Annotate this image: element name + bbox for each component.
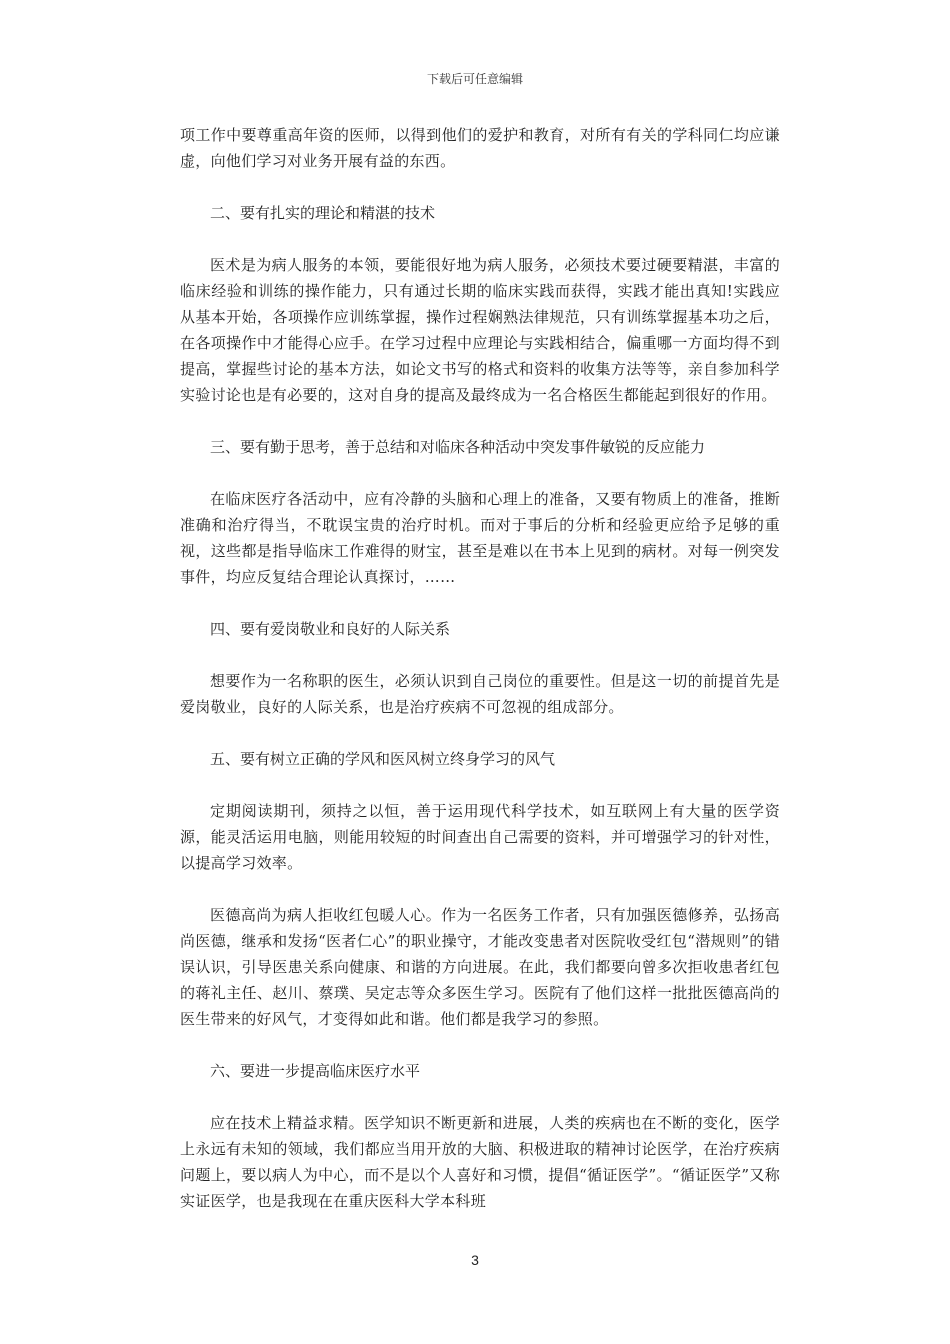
section-heading-6: 六、要进一步提高临床医疗水平: [210, 1062, 421, 1080]
section-heading-4: 四、要有爱岗敬业和良好的人际关系: [210, 620, 451, 638]
paragraph-continuation: 项工作中要尊重高年资的医师，以得到他们的爱护和教育，对所有有关的学科同仁均应谦虚，向他们学习对业务开展有益的东西。: [180, 126, 780, 170]
page-number: 3: [471, 1252, 479, 1268]
section-heading-5: 五、要有树立正确的学风和医风树立终身学习的风气: [210, 750, 556, 768]
paragraph-clinical-level: 应在技术上精益求精。医学知识不断更新和进展，人类的疾病也在不断的变化，医学上永远有未知的领域，我们都应当用开放的大脑、积极进取的精神讨论医学，在治疗疾病问题上，要以病人为中心，而不是以个人喜好和习惯，提倡“循证医学”。“循证医学”又称实证医学，也是我现在在重庆医科大学本科班: [180, 1114, 780, 1210]
section-heading-3: 三、要有勤于思考，善于总结和对临床各种活动中突发事件敏锐的反应能力: [210, 438, 706, 456]
paragraph-learning: 定期阅读期刊，须持之以恒，善于运用现代科学技术，如互联网上有大量的医学资源，能灵活运用电脑，则能用较短的时间查出自己需要的资料，并可增强学习的针对性，以提高学习效率。: [180, 802, 780, 872]
document-body: [180, 122, 780, 1214]
paragraph-technique: 医术是为病人服务的本领，要能很好地为病人服务，必须技术要过硬要精湛，丰富的临床经验和训练的操作能力，只有通过长期的临床实践而获得，实践才能出真知!实践应从基本开始，各项操作应训练掌握，操作过程娴熟法律规范，只有训练掌握基本功之后，在各项操作中才能得心应手。在学习过程中应理论与实践相结合，偏重哪一方面均得不到提高，掌握些讨论的基本方法，如论文书写的格式和资料的收集方法等等，亲自参加科学实验讨论也是有必要的，这对自身的提高及最终成为一名合格医生都能起到很好的作用。: [180, 256, 780, 404]
section-heading-2: 二、要有扎实的理论和精湛的技术: [210, 204, 436, 222]
paragraph-ethics: 医德高尚为病人拒收红包暖人心。作为一名医务工作者，只有加强医德修养，弘扬高尚医德，继承和发扬“医者仁心”的职业操守，才能改变患者对医院收受红包“潜规则”的错误认识，引导医患关系向健康、和谐的方向进展。在此，我们都要向曾多次拒收患者红包的蒋礼主任、赵川、蔡璞、吴定志等众多医生学习。医院有了他们这样一批批医德高尚的医生带来的好风气，才变得如此和谐。他们都是我学习的参照。: [180, 906, 780, 1028]
paragraph-dedication: 想要作为一名称职的医生，必须认识到自己岗位的重要性。但是这一切的前提首先是爱岗敬业，良好的人际关系，也是治疗疾病不可忽视的组成部分。: [180, 672, 780, 716]
paragraph-emergency: 在临床医疗各活动中，应有冷静的头脑和心理上的准备，又要有物质上的准备，推断准确和治疗得当，不耽误宝贵的治疗时机。而对于事后的分析和经验更应给予足够的重视，这些都是指导临床工作难得的财宝，甚至是难以在书本上见到的病材。对每一例突发事件，均应反复结合理论认真探讨，……: [180, 490, 780, 586]
page-header: 下载后可任意编辑: [426, 72, 523, 86]
